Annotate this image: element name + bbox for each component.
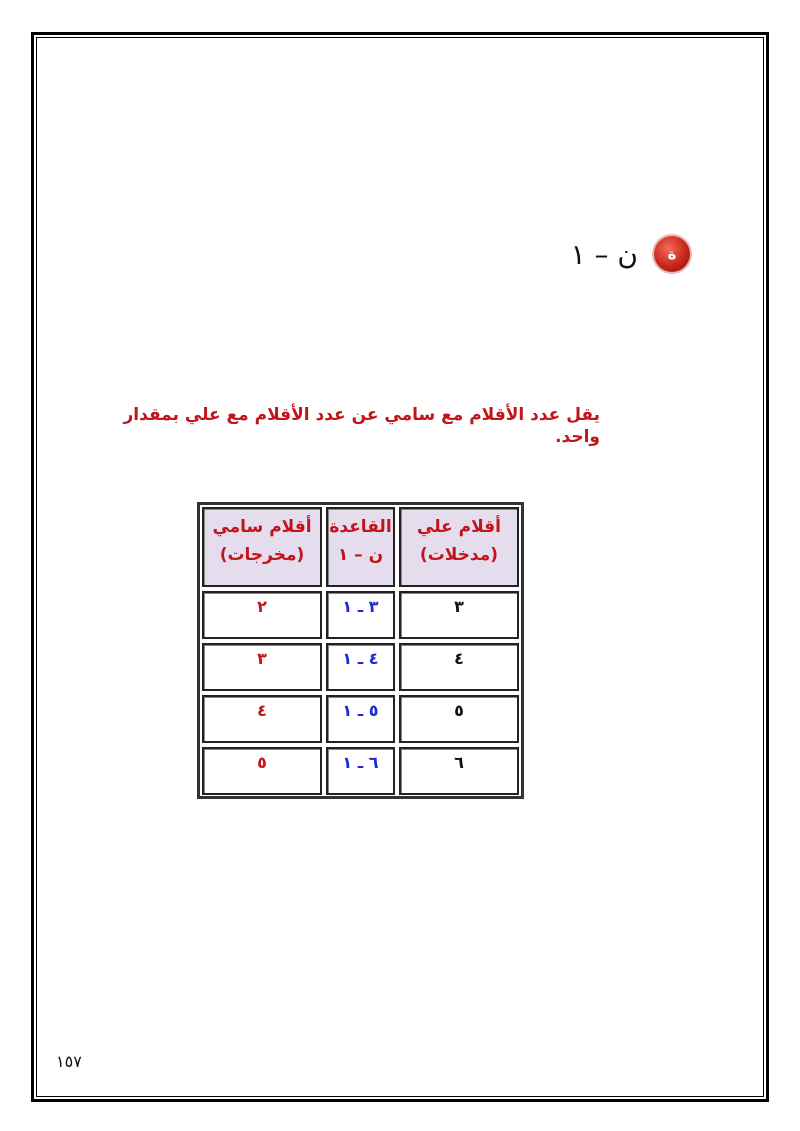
table-cell-sami: ٤: [202, 695, 322, 743]
problem-statement: يقل عدد الأقلام مع سامي عن عدد الأقلام مع علي بمقدار واحد.: [123, 405, 600, 447]
badge-label: ة: [667, 245, 677, 263]
table-cell-ali: ٤: [399, 643, 519, 691]
header-sami-subtitle: (مخرجات): [219, 545, 305, 565]
table-cell-sami: ٥: [202, 747, 322, 795]
heading-formula: ن – ١: [570, 237, 638, 271]
header-rule-subtitle: ن – ١: [337, 545, 384, 565]
table-cell-ali: ٥: [399, 695, 519, 743]
header-rule-title: القاعدة: [329, 517, 392, 537]
section-heading: [540, 232, 690, 276]
table-cell-sami: ٢: [202, 591, 322, 639]
header-ali-title: أقلام علي: [417, 517, 501, 537]
table-cell-ali: ٣: [399, 591, 519, 639]
table-cell-rule: ٤ ـ ١: [326, 643, 395, 691]
header-ali-subtitle: (مدخلات): [419, 545, 499, 565]
table-cell-ali: ٦: [399, 747, 519, 795]
header-sami: [202, 507, 322, 587]
page-number: ١٥٧: [56, 1052, 82, 1071]
header-rule: [326, 507, 395, 587]
section-badge-icon: [654, 236, 690, 272]
header-ali: [399, 507, 519, 587]
table-cell-rule: ٥ ـ ١: [326, 695, 395, 743]
header-sami-title: أقلام سامي: [212, 517, 312, 537]
table-cell-sami: ٣: [202, 643, 322, 691]
table-cell-rule: ٦ ـ ١: [326, 747, 395, 795]
table-cell-rule: ٣ ـ ١: [326, 591, 395, 639]
io-table: [197, 502, 524, 799]
